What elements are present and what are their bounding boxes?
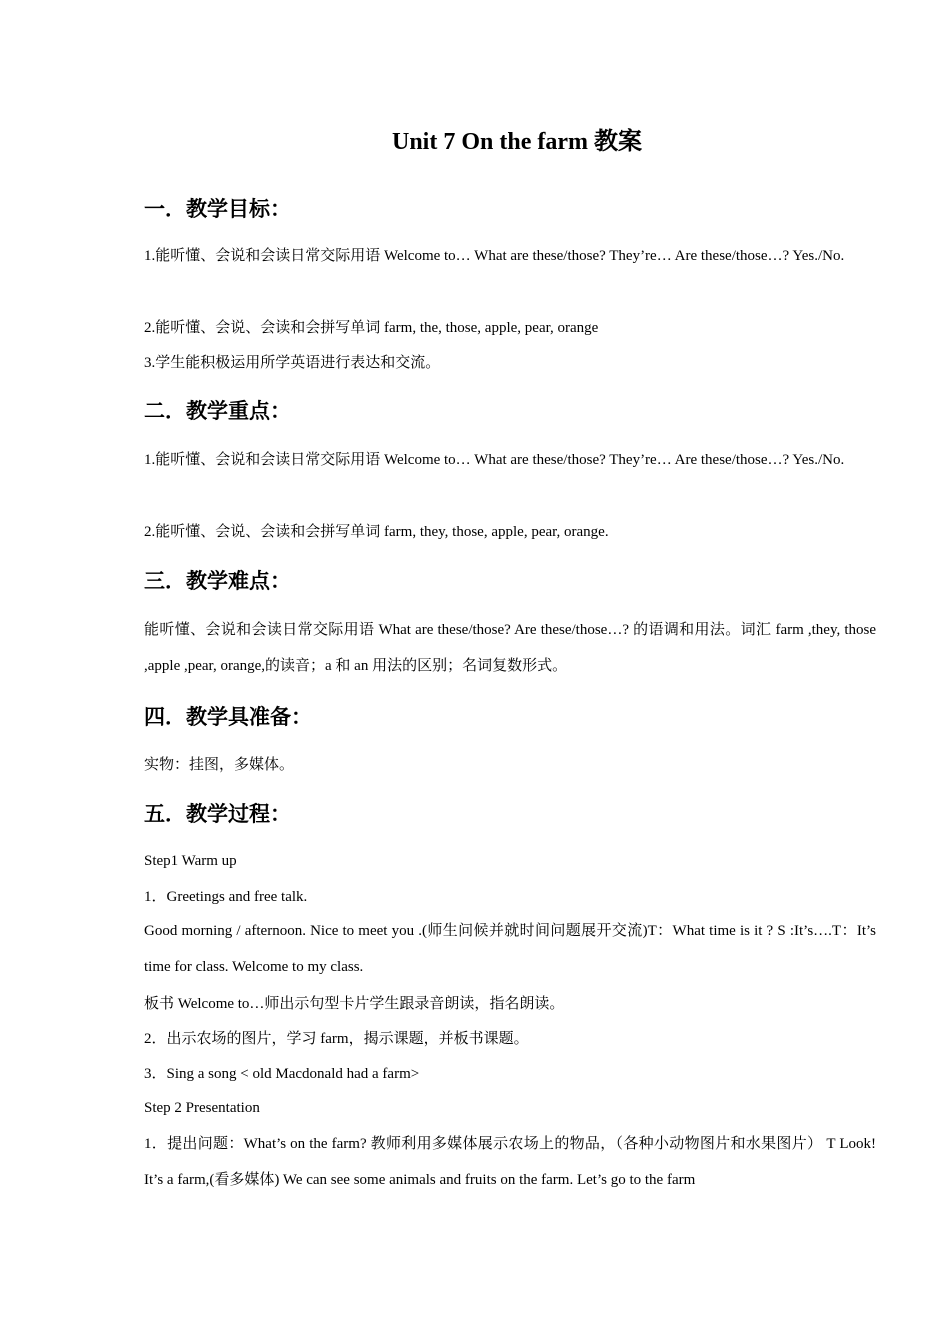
section-heading-key-points: 二．教学重点： bbox=[144, 399, 291, 423]
materials-text: 实物：挂图，多媒体。 bbox=[144, 757, 295, 773]
presentation-text: 1．提出问题：What’s on the farm? 教师利用多媒体展示农场上的物品，（各种小动物图片和水果图片） T Look! It’s a farm,(看多媒体) We can see some animals and fruits on the farm. Let’s go to the farm bbox=[144, 1136, 876, 1188]
section-heading-process: 五．教学过程： bbox=[144, 802, 291, 826]
process-item-2: 2．出示农场的图片，学习 farm，揭示课题，并板书课题。 bbox=[144, 1031, 529, 1047]
goal-item-3: 3.学生能积极运用所学英语进行表达和交流。 bbox=[144, 355, 441, 371]
section-heading-difficulties: 三．教学难点： bbox=[144, 569, 291, 593]
step2-label: Step 2 Presentation bbox=[144, 1100, 260, 1116]
difficulties-text: 能听懂、会说和会读日常交际用语 What are these/those? Are these/those…? 的语调和用法。词汇 farm ,they, those ,apple ,pear, orange,的读音；a 和 an 用法的区别；名词复数形式。 bbox=[144, 622, 876, 674]
step1-label: Step1 Warm up bbox=[144, 853, 237, 869]
process-item-1: 1．Greetings and free talk. bbox=[144, 889, 308, 905]
goal-item-2: 2.能听懂、会说、会读和会拼写单词 farm, the, those, apple, pear, orange bbox=[144, 320, 599, 336]
goal-item-1: 1.能听懂、会说和会读日常交际用语 Welcome to… What are these/those? They’re… Are these/those…? Yes./No. bbox=[144, 248, 845, 264]
section-heading-materials: 四．教学具准备： bbox=[144, 705, 312, 729]
process-item-3: 3．Sing a song < old Macdonald had a farm> bbox=[144, 1066, 420, 1082]
section-heading-goals: 一．教学目标： bbox=[144, 197, 291, 221]
process-board: 板书 Welcome to…师出示句型卡片学生跟录音朗读，指名朗读。 bbox=[144, 996, 565, 1012]
key-point-item-1: 1.能听懂、会说和会读日常交际用语 Welcome to… What are these/those? They’re… Are these/those…? Yes./No. bbox=[144, 452, 845, 468]
process-dialogue: Good morning / afternoon. Nice to meet you .(师生问候并就时间问题展开交流)T：What time is it ? S :It’s….T：It’s time for class. Welcome to my class. bbox=[144, 923, 876, 975]
document-title: Unit 7 On the farm 教案 bbox=[392, 129, 642, 155]
key-point-item-2: 2.能听懂、会说、会读和会拼写单词 farm, they, those, apple, pear, orange. bbox=[144, 524, 609, 540]
